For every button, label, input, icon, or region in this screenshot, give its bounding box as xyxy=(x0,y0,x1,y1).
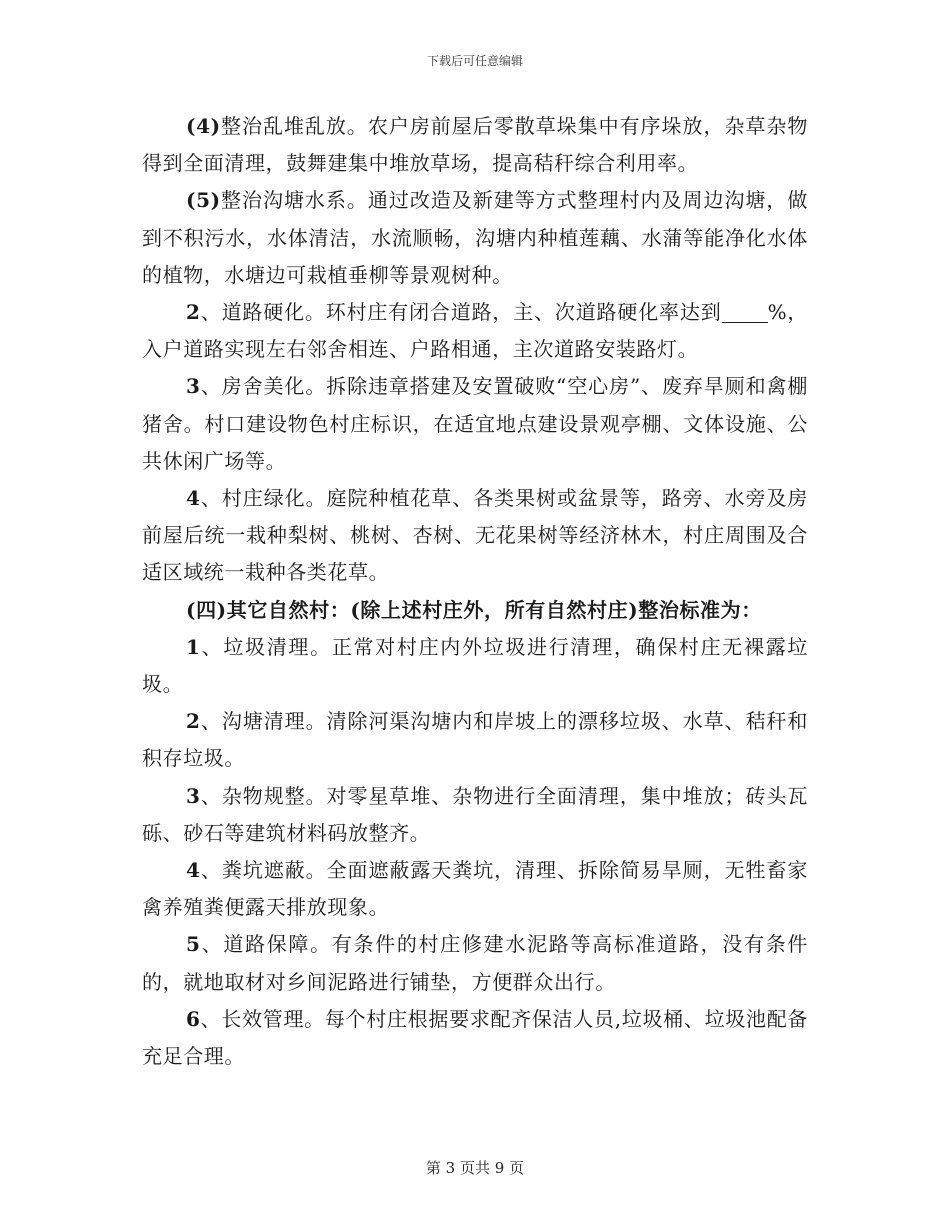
paragraph-text: %，入户道路实现左右邻舍相连、户路相通，主次道路安装路灯。 xyxy=(142,300,808,362)
paragraph-garbage-cleanup xyxy=(142,629,808,703)
paragraph-village-greening xyxy=(142,480,808,592)
paragraph-text: 、道路保障。有条件的村庄修建水泥路等高标准道路，没有条件的，就地取材对乡间泥路进行铺垫，方便群众出行。 xyxy=(142,932,808,994)
paragraph-text: 、长效管理。每个村庄根据要求配齐保洁人员,垃圾桶、垃圾池配备充足合理。 xyxy=(142,1006,808,1069)
paragraph-text: 、道路硬化。环村庄有闭合道路，主、次道路硬化率达到 xyxy=(200,300,722,325)
item-number: 5 xyxy=(186,932,201,957)
item-number: (5) xyxy=(186,188,221,213)
item-number: 6 xyxy=(186,1006,201,1031)
paragraph-text: 、沟塘清理。清除河渠沟塘内和岸坡上的漂移垃圾、水草、秸秆和积存垃圾。 xyxy=(142,709,808,771)
item-number: 2 xyxy=(186,300,201,325)
paragraph-road-hardening xyxy=(142,294,808,368)
paragraph-text: 、房舍美化。拆除违章搭建及安置破败“空心房”、废弃旱厕和禽棚猪舍。村口建设物色村庄标识，在适宜地点建设景观亭棚、文体设施、公共休闲广场等。 xyxy=(142,374,808,473)
item-number: 4 xyxy=(186,858,201,883)
paragraph-manure-pit-cover xyxy=(142,852,808,926)
item-number: (4) xyxy=(186,114,221,138)
paragraph-housing-beautify xyxy=(142,368,808,480)
item-number: 1 xyxy=(186,634,201,659)
paragraph-text: 、杂物规整。对零星草堆、杂物进行全面清理，集中堆放；砖头瓦砾、砂石等建筑材料码放整齐。 xyxy=(142,783,808,845)
page-header: 下载后可任意编辑 xyxy=(426,54,523,68)
paragraph-text: 、粪坑遮蔽。全面遮蔽露天粪坑，清理、拆除简易旱厕，无牲畜家禽养殖粪便露天排放现象。 xyxy=(142,858,808,920)
document-body xyxy=(142,108,808,1075)
item-number: 2 xyxy=(186,709,201,734)
paragraph-rectify-clutter xyxy=(142,108,808,182)
paragraph-rectify-ponds xyxy=(142,182,808,294)
paragraph-pond-cleanup xyxy=(142,703,808,777)
item-number: 3 xyxy=(186,783,201,808)
fill-in-blank xyxy=(722,302,768,323)
paragraph-text: 、村庄绿化。庭院种植花草、各类果树或盆景等，路旁、水旁及房前屋后统一栽种梨树、桃树、杏树、无花果树等经济林木，村庄周围及合适区域统一栽种各类花草。 xyxy=(142,486,808,585)
paragraph-text: 、垃圾清理。正常对村庄内外垃圾进行清理，确保村庄无裸露垃圾。 xyxy=(142,634,808,697)
paragraph-long-term-management xyxy=(142,1001,808,1075)
section-heading: (四)其它自然村：(除上述村庄外，所有自然村庄)整治标准为： xyxy=(186,597,762,622)
page-number-footer: 第 3 页共 9 页 xyxy=(425,1159,525,1177)
item-number: 4 xyxy=(186,486,201,511)
paragraph-text: 整治沟塘水系。通过改造及新建等方式整理村内及周边沟塘，做到不积污水，水体清洁，水流顺畅，沟塘内种植莲藕、水蒲等能净化水体的植物，水塘边可栽植垂柳等景观树种。 xyxy=(142,188,808,287)
paragraph-text: 整治乱堆乱放。农户房前屋后零散草垛集中有序垛放，杂草杂物得到全面清理，鼓舞建集中堆放草场，提高秸秆综合利用率。 xyxy=(142,114,808,176)
paragraph-road-access xyxy=(142,926,808,1000)
item-number: 3 xyxy=(186,374,201,399)
paragraph-debris-sorting xyxy=(142,778,808,852)
